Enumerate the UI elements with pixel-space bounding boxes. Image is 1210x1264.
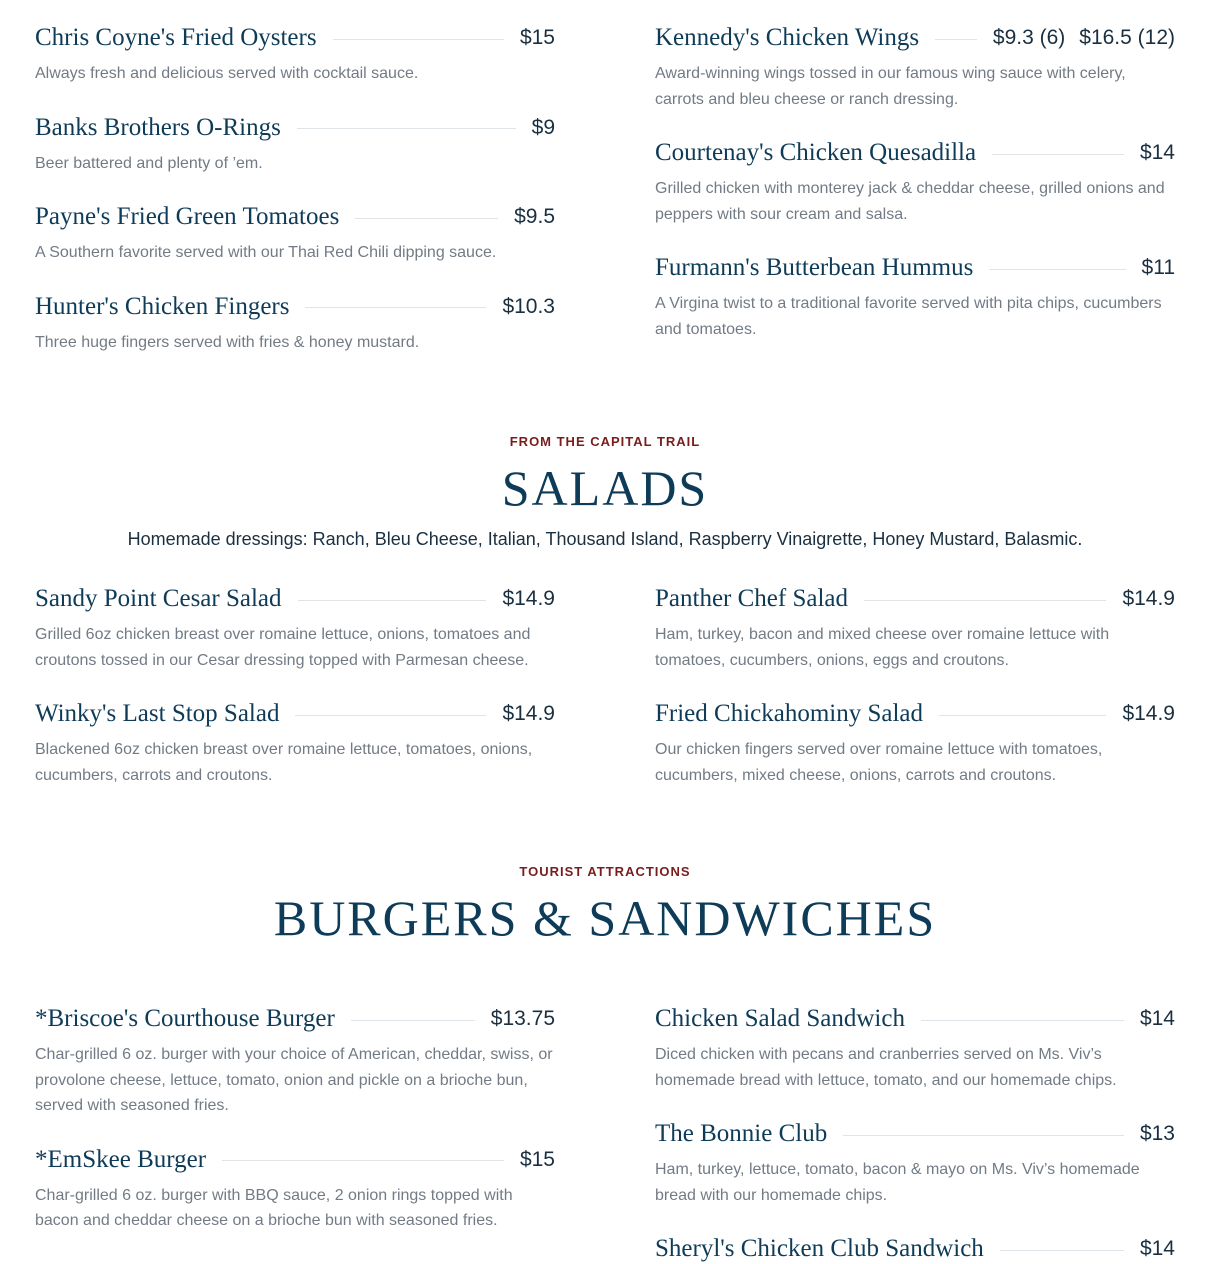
menu-item-header [655, 138, 1175, 168]
menu-item-price: $14 [1139, 1237, 1175, 1260]
menu-item-price: $13.75 [490, 1007, 555, 1030]
menu-item [35, 699, 555, 788]
menu-item [35, 202, 555, 266]
menu-item-header [655, 23, 1175, 53]
menu-item-price: $15 [519, 26, 555, 49]
section-title: BURGERS & SANDWICHES [273, 890, 937, 946]
burgers-right-column [655, 1004, 1175, 1264]
menu-item-name: Payne's Fried Green Tomatoes [35, 203, 340, 230]
menu-item [35, 1004, 555, 1119]
dotted-leader [992, 154, 1124, 155]
menu-item-header [35, 1004, 555, 1034]
dotted-leader [935, 39, 977, 40]
menu-item-name: Panther Chef Salad [655, 585, 849, 612]
menu-item [655, 699, 1175, 788]
menu-item-header [655, 1119, 1175, 1149]
menu-item-name: Courtenay's Chicken Quesadilla [655, 139, 977, 166]
menu-item-description: Blackened 6oz chicken breast over romaine lettuce, tomatoes, onions, cucumbers, carrots and croutons. [35, 741, 533, 784]
menu-item-description: A Virgina twist to a traditional favorite served with pita chips, cucumbers and tomatoes. [655, 295, 1162, 338]
menu-item [35, 23, 555, 87]
menu-item [35, 292, 555, 356]
menu-item [655, 1004, 1175, 1093]
section-kicker: TOURIST ATTRACTIONS [519, 864, 691, 879]
section-note: Homemade dressings: Ranch, Bleu Cheese, Italian, Thousand Island, Raspberry Vinaigrette, Honey Mustard, Balasmic. [127, 529, 1083, 549]
menu-item [655, 253, 1175, 342]
menu-item-header [35, 699, 555, 729]
dotted-leader [351, 1020, 475, 1021]
dotted-leader [939, 715, 1106, 716]
dotted-leader [1000, 1250, 1124, 1251]
menu-item-description: Ham, turkey, lettuce, tomato, bacon & mayo on Ms. Viv’s homemade bread with our homemade chips. [655, 1161, 1140, 1204]
dotted-leader [333, 39, 504, 40]
menu-item [655, 1119, 1175, 1208]
menu-item-header [35, 202, 555, 232]
menu-item-name: Sheryl's Chicken Club Sandwich [655, 1235, 984, 1262]
menu-item-name: *EmSkee Burger [35, 1145, 207, 1173]
menu-item-price: $14.9 [1122, 587, 1175, 610]
salads-section-header [0, 434, 1210, 550]
menu-item-description: Grilled 6oz chicken breast over romaine lettuce, onions, tomatoes and croutons tossed in our Cesar dressing topped with Parmesan cheese. [35, 626, 531, 669]
dotted-leader [305, 307, 486, 308]
menu-item-price: $14.9 [1122, 702, 1175, 725]
appetizers-right-column [655, 23, 1175, 342]
dotted-leader [355, 218, 498, 219]
menu-item-header [655, 699, 1175, 729]
menu-item [35, 1145, 555, 1234]
menu-item-price: $11 [1141, 256, 1175, 279]
menu-item-name: Kennedy's Chicken Wings [655, 24, 920, 51]
section-title: SALADS [501, 460, 709, 516]
menu-item-name: Chris Coyne's Fried Oysters [35, 24, 317, 51]
menu-item-price: $13 [1139, 1122, 1175, 1145]
menu-item [35, 113, 555, 177]
menu-item-header [35, 292, 555, 322]
menu-item-price: $9.3 (6) [992, 26, 1066, 49]
menu-item-description: Grilled chicken with monterey jack & cheddar cheese, grilled onions and peppers with sour cream and salsa. [655, 180, 1165, 223]
dotted-leader [298, 600, 487, 601]
menu-item [655, 138, 1175, 227]
menu-item-description: Three huge fingers served with fries & honey mustard. [35, 333, 420, 351]
menu-item-price: $14 [1139, 1007, 1175, 1030]
menu-item-name: Fried Chickahominy Salad [655, 700, 924, 727]
menu-item-description: Always fresh and delicious served with cocktail sauce. [35, 65, 419, 82]
salads-left-column [35, 584, 555, 788]
menu-item-header [35, 113, 555, 143]
menu-item-price: $9 [531, 115, 555, 139]
menu-item-header [655, 1004, 1175, 1034]
menu-item-price: $10.3 [502, 294, 555, 318]
menu-item-header [655, 584, 1175, 614]
menu-item-description: Beer battered and plenty of ’em. [35, 154, 263, 172]
dotted-leader [921, 1020, 1124, 1021]
dotted-leader [295, 715, 486, 716]
menu-item-price-large: $16.5 (12) [1079, 26, 1175, 49]
dotted-leader [864, 600, 1106, 601]
menu-item-description: A Southern favorite served with our Thai Red Chili dipping sauce. [35, 244, 497, 261]
menu-item-price: $14.9 [502, 702, 555, 725]
dotted-leader [222, 1160, 504, 1161]
burgers-left-column [35, 1004, 555, 1234]
menu-item [35, 584, 555, 673]
menu-item-header [35, 584, 555, 614]
section-kicker: FROM THE CAPITAL TRAIL [509, 434, 701, 449]
burgers-section-header [0, 864, 1210, 946]
menu-item-name: Winky's Last Stop Salad [35, 700, 280, 727]
dotted-leader [297, 128, 516, 129]
menu-item-description: Char-grilled 6 oz. burger with your choice of American, cheddar, swiss, or provolone cheese, lettuce, tomato, onion and pickle on a brioche bun, served with seasoned fries. [35, 1046, 553, 1114]
menu-item-name: Sandy Point Cesar Salad [35, 585, 282, 612]
menu-item-name: *Briscoe's Courthouse Burger [35, 1005, 335, 1032]
menu-item [655, 1234, 1175, 1264]
menu-item [655, 23, 1175, 112]
menu-item-header [35, 1145, 555, 1175]
menu-item-header [655, 1234, 1175, 1264]
dotted-leader [989, 269, 1125, 270]
menu-item-description: Award-winning wings tossed in our famous wing sauce with celery, carrots and bleu cheese or ranch dressing. [655, 65, 1126, 108]
menu-item-name: Banks Brothers O-Rings [35, 113, 281, 141]
salads-right-column [655, 584, 1175, 788]
menu-item-description: Ham, turkey, bacon and mixed cheese over romaine lettuce with tomatoes, cucumbers, onions, eggs and croutons. [655, 626, 1110, 669]
menu-item-header [655, 253, 1175, 283]
menu-item-price: $9.5 [514, 205, 555, 228]
menu-item-description: Our chicken fingers served over romaine lettuce with tomatoes, cucumbers, mixed cheese, onions, carrots and croutons. [655, 741, 1103, 784]
menu-item-name: Furmann's Butterbean Hummus [655, 254, 974, 281]
menu-item [655, 584, 1175, 673]
menu-item-price: $14 [1139, 141, 1175, 164]
dotted-leader [843, 1135, 1124, 1136]
menu-item-name: Hunter's Chicken Fingers [35, 292, 290, 320]
menu-item-header [35, 23, 555, 53]
menu-item-price: $15 [519, 1147, 555, 1171]
menu-item-price: $14.9 [502, 587, 555, 610]
menu-item-description: Diced chicken with pecans and cranberries served on Ms. Viv’s homemade bread with lettuce, tomato, and our homemade chips. [655, 1046, 1117, 1089]
menu-item-description: Char-grilled 6 oz. burger with BBQ sauce, 2 onion rings topped with bacon and cheddar cheese on a brioche bun with seasoned fries. [35, 1186, 513, 1229]
menu-item-name: Chicken Salad Sandwich [655, 1005, 905, 1032]
menu-item-name: The Bonnie Club [655, 1120, 828, 1147]
appetizers-left-column [35, 23, 555, 355]
